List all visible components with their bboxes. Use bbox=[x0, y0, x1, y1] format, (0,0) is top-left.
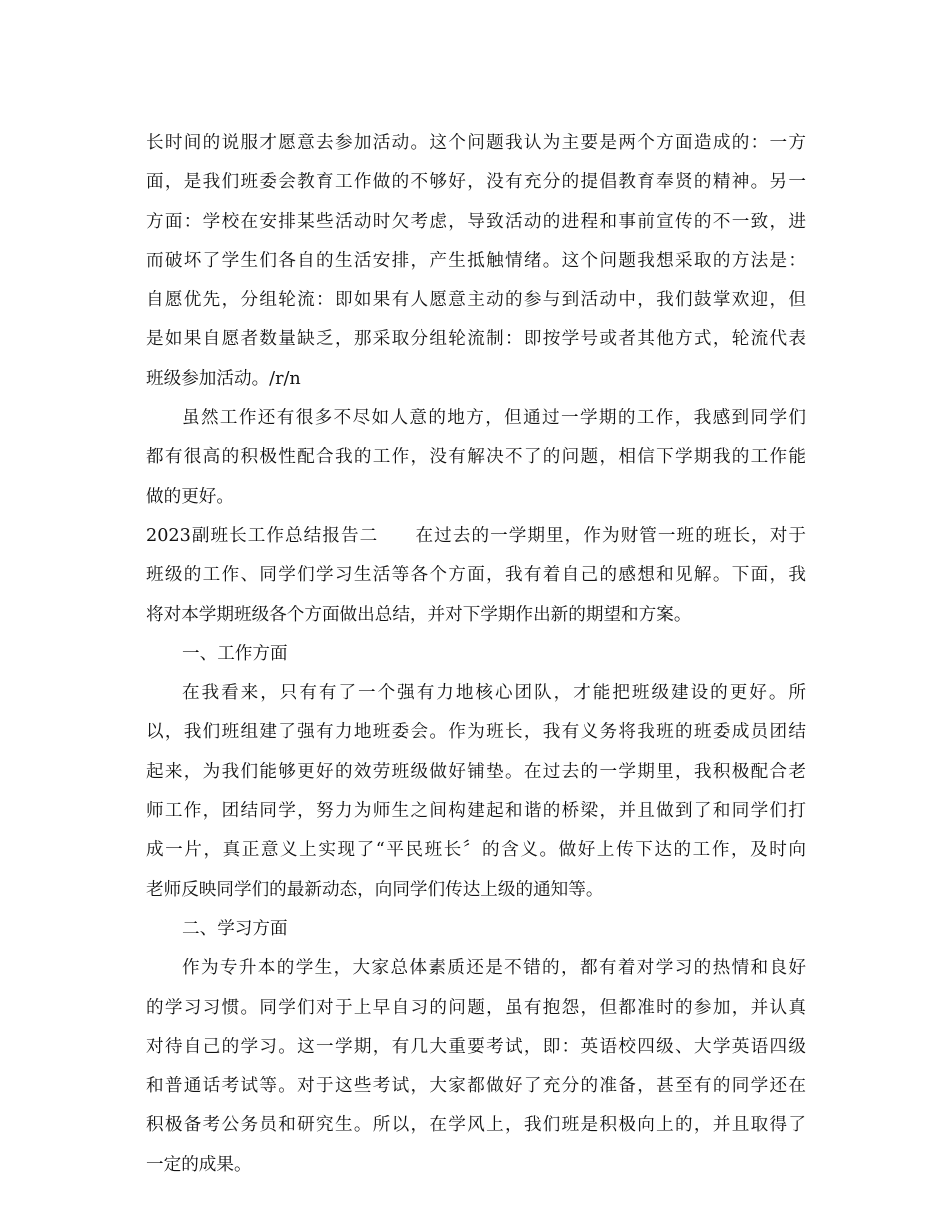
text-line: 而破坏了学生们各自的生活安排，产生抵触情绪。这个问题我想采取的方法是： bbox=[146, 250, 806, 271]
text-line: 师工作，团结同学，努力为师生之间构建起和谐的桥梁，并且做到了和同学们打 bbox=[146, 801, 806, 822]
text-line: 自愿优先，分组轮流：即如果有人愿意主动的参与到活动中，我们鼓掌欢迎，但 bbox=[146, 290, 806, 311]
section-heading: 二、学习方面 bbox=[182, 918, 288, 939]
text-line: 和普通话考试等。对于这些考试，大家都做好了充分的准备，甚至有的同学还在 bbox=[146, 1076, 806, 1097]
text-line: 做的更好。 bbox=[146, 486, 234, 507]
text-line: 方面：学校在安排某些活动时欠考虑，导致活动的进程和事前宣传的不一致，进 bbox=[146, 211, 806, 232]
text-line: 班级的工作、同学们学习生活等各个方面，我有着自己的感想和见解。下面，我 bbox=[146, 565, 806, 586]
text-line: 成一片，真正意义上实现了“平民班长〞的含义。做好上传下达的工作，及时向 bbox=[146, 840, 806, 861]
text-line: 班级参加活动。/r/n bbox=[146, 368, 301, 389]
text-line: 在我看来，只有有了一个强有力地核心团队，才能把班级建设的更好。所 bbox=[182, 683, 806, 704]
text-line: 老师反映同学们的最新动态，向同学们传达上级的通知等。 bbox=[146, 879, 604, 900]
text-line: 都有很高的积极性配合我的工作，没有解决不了的问题，相信下学期我的工作能 bbox=[146, 447, 806, 468]
text-line: 面，是我们班委会教育工作做的不够好，没有充分的提倡教育奉贤的精神。另一 bbox=[146, 172, 806, 193]
text-line: 长时间的说服才愿意去参加活动。这个问题我认为主要是两个方面造成的：一方 bbox=[146, 133, 806, 153]
text-line: 以，我们班组建了强有力地班委会。作为班长，我有义务将我班的班委成员团结 bbox=[146, 722, 806, 743]
document-body bbox=[146, 124, 806, 1185]
text-line: 起来，为我们能够更好的效劳班级做好铺垫。在过去的一学期里，我积极配合老 bbox=[146, 761, 806, 782]
text-line: 是如果自愿者数量缺乏，那采取分组轮流制：即按学号或者其他方式，轮流代表 bbox=[146, 329, 806, 350]
text-line: 2023副班长工作总结报告二 在过去的一学期里，作为财管一班的班长，对于 bbox=[146, 525, 806, 546]
text-line: 作为专升本的学生，大家总体素质还是不错的，都有着对学习的热情和良好 bbox=[182, 958, 806, 979]
text-line: 将对本学期班级各个方面做出总结，并对下学期作出新的期望和方案。 bbox=[146, 604, 692, 625]
text-line: 一定的成果。 bbox=[146, 1154, 252, 1175]
text-line: 积极备考公务员和研究生。所以，在学风上，我们班是积极向上的，并且取得了 bbox=[146, 1115, 806, 1136]
section-heading: 一、工作方面 bbox=[182, 643, 288, 664]
text-line: 对待自己的学习。这一学期，有几大重要考试，即：英语校四级、大学英语四级 bbox=[146, 1036, 806, 1057]
text-line: 虽然工作还有很多不尽如人意的地方，但通过一学期的工作，我感到同学们 bbox=[182, 408, 806, 429]
text-line: 的学习习惯。同学们对于上早自习的问题，虽有抱怨，但都准时的参加，并认真 bbox=[146, 997, 806, 1018]
